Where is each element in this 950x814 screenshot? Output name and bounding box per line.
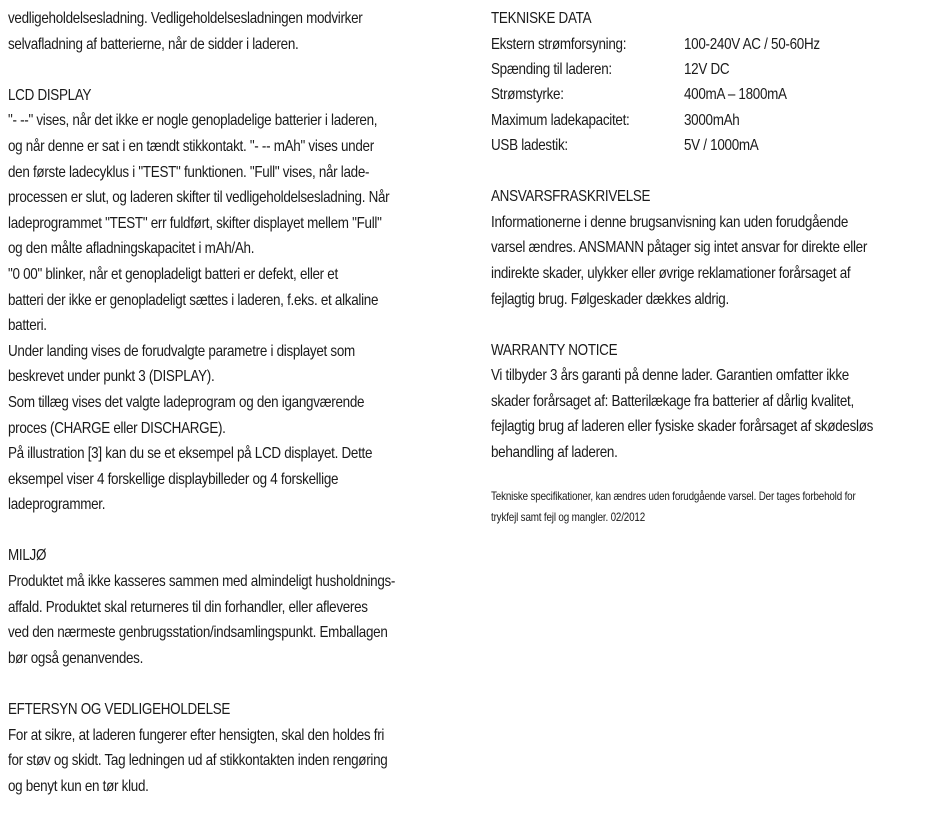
footer-line: trykfejl samt fejl og mangler. 02/2012 [491,509,646,524]
spec-value: 5V / 1000mA [684,137,759,155]
miljo-heading: MILJØ [8,547,47,565]
spec-label: Strømstyrke: [491,86,564,104]
spec-row [491,82,946,107]
warranty-notice-heading: WARRANTY NOTICE [491,341,618,359]
spec-label: Maximum ladekapacitet: [491,111,630,129]
spec-row [491,133,946,158]
warranty-notice-section [491,338,946,466]
ansvarsfraskrivelse-section [491,184,946,312]
ansvarsfraskrivelse-heading: ANSVARSFRASKRIVELSE [491,188,651,206]
eftersyn-line: For at sikre, at laderen fungerer efter hensigten, skal den holdes fri [8,726,385,744]
lcd-line: batteri der ikke er genopladeligt sættes i laderen, f.eks. et alkaline [8,291,379,309]
tekniske-data-heading: TEKNISKE DATA [491,10,592,27]
spec-value: 100-240V AC / 50-60Hz [684,35,820,53]
right-column [491,6,946,528]
warranty-line: skader forårsaget af: Batterilækage fra batterier af dårlig kvalitet, [491,392,854,410]
eftersyn-line: for støv og skidt. Tag ledningen ud af stikkontakten inden rengøring [8,752,388,770]
intro-line: vedligeholdelsesladning. Vedligeholdelsesladningen modvirker [8,10,363,27]
miljo-section [8,543,478,671]
spec-row [491,57,946,82]
lcd-line: batteri. [8,317,47,335]
eftersyn-section [8,697,478,799]
spec-value: 400mA – 1800mA [684,86,787,104]
lcd-line: processen er slut, og laderen skifter til vedligeholdelsesladning. Når [8,189,390,207]
ansvar-line: Informationerne i denne brugsanvisning kan uden forudgående [491,213,849,231]
lcd-line: "- --" vises, når det ikke er nogle genopladelige batterier i laderen, [8,112,378,130]
warranty-line: behandling af laderen. [491,444,618,462]
lcd-line: Som tillæg vises det valgte ladeprogram og den igangværende [8,393,365,411]
lcd-line: ladeprogrammet "TEST" err fuldført, skifter displayet mellem "Full" [8,214,382,232]
lcd-line: og når denne er sat i en tændt stikkontakt. "- -- mAh" vises under [8,137,374,155]
spec-value: 3000mAh [684,111,740,129]
miljo-line: bør også genanvendes. [8,649,144,667]
miljo-line: ved den nærmeste genbrugsstation/indsamlingspunkt. Emballagen [8,624,388,642]
lcd-display-section [8,83,478,518]
spec-label: Spænding til laderen: [491,60,612,78]
spec-label: Ekstern strømforsyning: [491,35,627,53]
miljo-line: Produktet må ikke kasseres sammen med almindeligt husholdnings- [8,573,396,591]
spec-label: USB ladestik: [491,137,568,155]
ansvar-line: indirekte skader, ulykker eller øvrige reklamationer forårsaget af [491,264,851,282]
miljo-line: affald. Produktet skal returneres til din forhandler, eller afleveres [8,598,368,616]
warranty-line: fejlagtig brug af laderen eller fysiske skader forårsaget af skødesløs [491,418,874,436]
intro-paragraph [8,6,478,57]
left-column [8,6,478,799]
lcd-line: den første ladecyklus i "TEST" funktionen. "Full" vises, når lade- [8,163,370,181]
lcd-line: eksempel viser 4 forskellige displaybilleder og 4 forskellige [8,470,339,488]
intro-line: selvafladning af batterierne, når de sidder i laderen. [8,35,299,53]
spec-row [491,108,946,133]
lcd-display-heading: LCD DISPLAY [8,86,92,104]
footer-line: Tekniske specifikationer, kan ændres uden forudgående varsel. Der tages forbehold for [491,488,856,503]
lcd-line: proces (CHARGE eller DISCHARGE). [8,419,226,437]
lcd-line: ladeprogrammer. [8,496,106,514]
eftersyn-line: og benyt kun en tør klud. [8,777,149,795]
lcd-line: På illustration [3] kan du se et eksempel på LCD displayet. Dette [8,445,373,463]
lcd-line: "0 00" blinker, når et genopladeligt batteri er defekt, eller et [8,265,338,283]
spec-row [491,32,946,57]
ansvar-line: varsel ændres. ANSMANN påtager sig intet ansvar for direkte eller [491,239,868,257]
lcd-line: og den målte afladningskapacitet i mAh/Ah. [8,240,255,258]
footer-note [491,486,946,528]
lcd-line: Under landing vises de forudvalgte parametre i displayet som [8,342,355,360]
warranty-line: Vi tilbyder 3 års garanti på denne lader. Garantien omfatter ikke [491,367,849,385]
eftersyn-heading: EFTERSYN OG VEDLIGEHOLDELSE [8,701,231,719]
ansvar-line: fejlagtig brug. Følgeskader dækkes aldrig. [491,290,729,308]
lcd-line: beskrevet under punkt 3 (DISPLAY). [8,368,215,386]
spec-value: 12V DC [684,60,730,78]
tekniske-data-section [491,6,946,159]
